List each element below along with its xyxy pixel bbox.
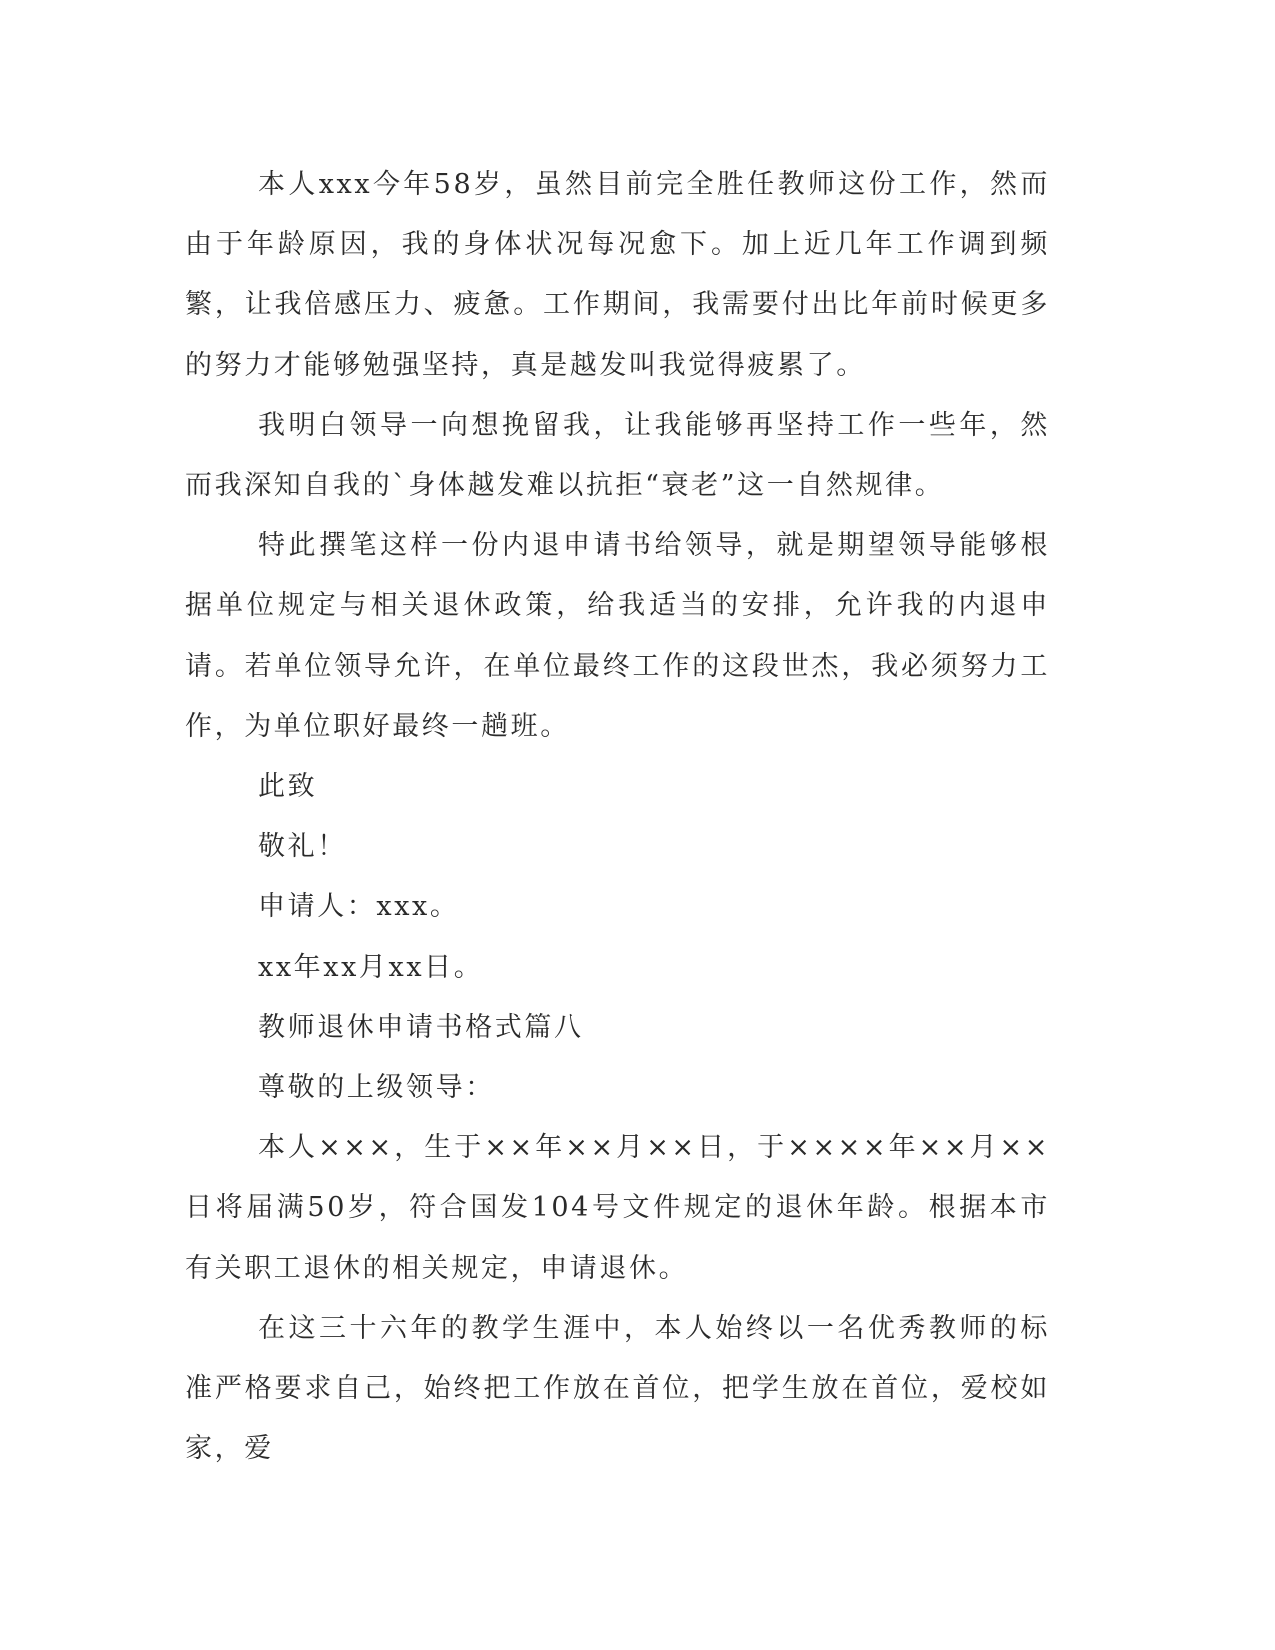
paragraph-request: 特此撰笔这样一份内退申请书给领导，就是期望领导能够根据单位规定与相关退休政策，给我适当的安排，允许我的内退申请。若单位领导允许，在单位最终工作的这段世杰，我必须努力工作，为单位职好最终一趟班。 xyxy=(185,530,1050,742)
applicant-signature: 申请人：xxx。 xyxy=(258,891,460,923)
section-title: 教师退休申请书格式篇八 xyxy=(258,1011,584,1043)
document-body xyxy=(185,155,1050,1479)
letter-greeting: 尊敬的上级领导： xyxy=(258,1072,495,1104)
closing-salutation: 此致 xyxy=(258,771,318,803)
paragraph-self-introduction: 本人xxx今年58岁，虽然目前完全胜任教师这份工作，然而由于年龄原因，我的身体状况每况愈下。加上近几年工作调到频繁，让我倍感压力、疲惫。工作期间，我需要付出比年前时候更多的努力才能够勉强坚持，真是越发叫我觉得疲累了。 xyxy=(185,169,1050,381)
paragraph-retirement-eligibility: 本人×××，生于××年××月××日，于××××年××月××日将届满50岁，符合国发104号文件规定的退休年龄。根据本市有关职工退休的相关规定，申请退休。 xyxy=(185,1132,1050,1284)
paragraph-leadership-retention: 我明白领导一向想挽留我，让我能够再坚持工作一些年，然而我深知自我的`身体越发难以抗拒“衰老”这一自然规律。 xyxy=(185,409,1050,502)
paragraph-teaching-career: 在这三十六年的教学生涯中，本人始终以一名优秀教师的标准严格要求自己，始终把工作放在首位，把学生放在首位，爱校如家，爱 xyxy=(185,1312,1050,1465)
application-date: xx年xx月xx日。 xyxy=(258,951,484,983)
closing-regards: 敬礼！ xyxy=(258,831,347,863)
